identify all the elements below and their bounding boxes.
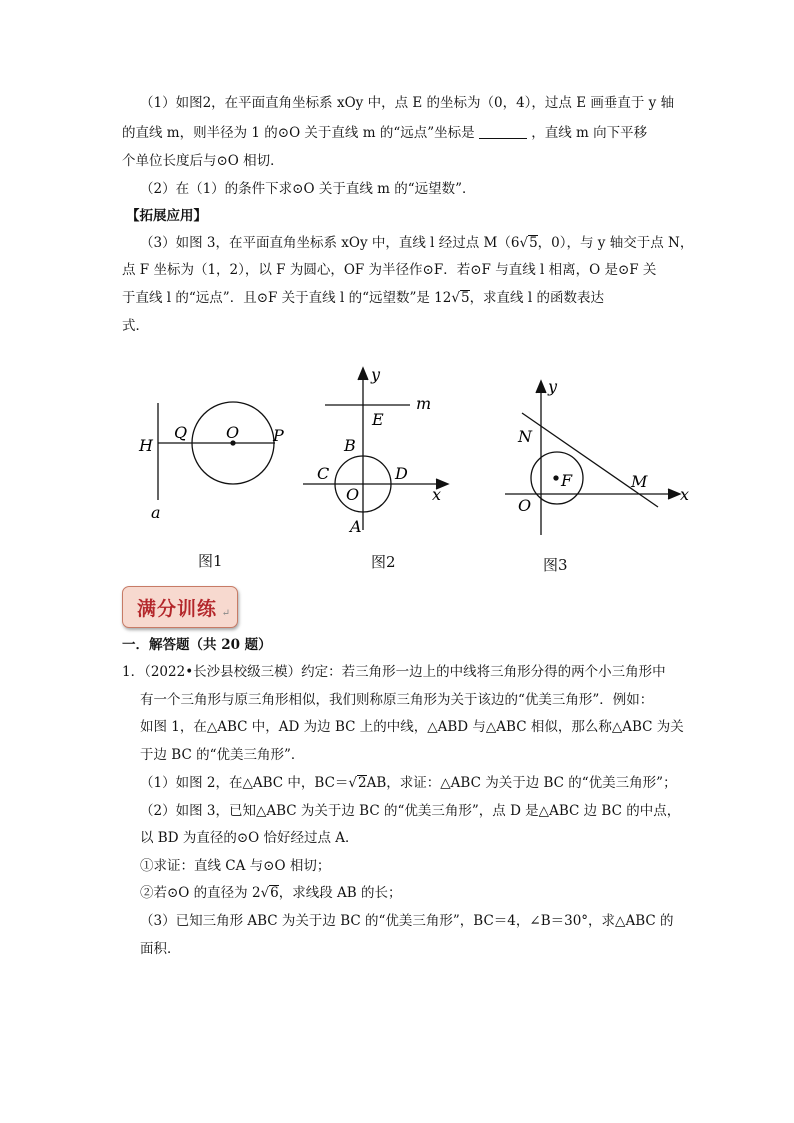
q3-line-3-text-end: ，求直线 l 的函数表达 [469,290,604,306]
sqrt-radicand: 5 [529,235,538,251]
q3-line-3-text: 于直线 l 的“远点”．且⊙F 关于直线 l 的“远望数”是 12 [122,290,452,306]
p1-line-9-text: ②若⊙O 的直径为 2 [140,885,261,901]
line-l [522,413,658,507]
section-tag [122,586,238,628]
q3-line-1: （3）如图 3，在平面直角坐标系 xOy 中，直线 l 经过点 M（6√5，0），与 y 轴交于点 N， [140,235,694,251]
label-P: P [273,426,284,445]
p1-line-11: 面积． [140,941,181,957]
sqrt-radicand: 5 [460,290,470,306]
p1-line-5: （1）如图 2，在△ABC 中，BC＝√2AB，求证：△ABC 为关于边 BC 的“优美三角形”； [140,775,677,791]
q1-line-2-text: 的直线 m，则半径为 1 的⊙O 关于直线 m 的“远点”坐标是 [122,125,475,141]
label-O3: O [518,496,532,515]
sqrt-radicand: 6 [270,885,279,901]
label-x2: x [432,485,442,504]
x-arrow-icon-3 [668,489,680,499]
q3-line-4: 式． [122,318,149,334]
caption-fig1: 图1 [198,552,223,570]
p1-line-9: ②若⊙O 的直径为 2√6，求线段 AB 的长； [140,885,402,901]
q3-line-2: 点 F 坐标为（1，2），以 F 为圆心，OF 为半径作⊙F．若⊙F 与直线 l 相离，O 是⊙F 关 [122,262,657,278]
sqrt-radicand: 2 [358,775,367,791]
section-heading: 一．解答题（共 20 题） [122,637,272,653]
figures-svg [0,360,794,550]
label-F: F [561,471,573,490]
p1-line-9-text-end: ，求线段 AB 的长； [278,885,402,901]
label-O2: O [346,485,360,504]
p1-line-6: （2）如图 3，已知△ABC 为关于边 BC 的“优美三角形”，点 D 是△ABC 边 BC 的中点， [140,803,681,819]
label-A: A [350,517,362,536]
label-B: B [344,436,356,455]
p1-line-5-text-end: AB，求证：△ABC 为关于边 BC 的“优美三角形”； [366,775,677,791]
p1-line-2: 有一个三角形与原三角形相似，我们则称原三角形为关于该边的“优美三角形”．例如： [140,692,654,708]
label-m: m [416,394,432,413]
y-arrow-icon-3 [536,381,546,393]
label-H: H [139,436,153,455]
extension-title: 【拓展应用】 [126,208,207,224]
q3-line-1-text: （3）如图 3，在平面直角坐标系 xOy 中，直线 l 经过点 M（6 [140,235,520,251]
y-arrow-icon [358,368,368,380]
caption-fig3: 图3 [543,556,568,574]
section-tag-label: 满分训练 [137,598,218,620]
center-f-dot [554,476,558,480]
label-y3: y [548,377,558,396]
p1-line-4: 于边 BC 的“优美三角形”． [140,747,305,763]
figure-2 [303,368,448,530]
label-Q: Q [174,423,188,442]
label-C: C [317,464,330,483]
p1-line-3: 如图 1，在△ABC 中，AD 为边 BC 上的中线，△ABD 与△ABC 相似，那么称△ABC 为关 [140,719,684,735]
label-y2: y [371,365,381,384]
p1-line-10: （3）已知三角形 ABC 为关于边 BC 的“优美三角形”，BC＝4，∠B＝30°，求△ABC 的 [140,913,674,929]
p1-line-8: ①求证：直线 CA 与⊙O 相切； [140,858,331,874]
q3-line-1-text-end: ，0），与 y 轴交于点 N， [537,235,694,251]
q1-line-2 [122,123,647,143]
answer-blank[interactable] [479,124,527,139]
label-O: O [226,423,240,442]
p1-line-7: 以 BD 为直径的⊙O 恰好经过点 A． [140,830,359,846]
label-a: a [151,503,161,522]
return-mark-icon: ↵ [221,608,230,619]
q2-line: （2）在（1）的条件下求⊙O 关于直线 m 的“远望数”． [140,181,476,197]
q3-line-3: 于直线 l 的“远点”．且⊙F 关于直线 l 的“远望数”是 12√5，求直线 l 的函数表达 [122,290,604,306]
figure-1 [158,402,275,500]
label-M: M [631,472,648,491]
caption-fig2: 图2 [371,553,396,571]
figure-3 [505,381,680,535]
q1-line-2-text-end: ，直线 m 向下平移 [531,125,648,141]
label-N: N [518,427,532,446]
p1-line-1: 1．（2022•长沙县校级三模）约定：若三角形一边上的中线将三角形分得的两个小三角形中 [122,664,666,680]
q1-line-1: （1）如图2，在平面直角坐标系 xOy 中，点 E 的坐标为（0，4），过点 E 画垂直于 y 轴 [140,95,675,111]
q1-line-3: 个单位长度后与⊙O 相切． [122,153,284,169]
label-D: D [395,464,408,483]
label-x3: x [680,485,690,504]
label-E: E [372,410,384,429]
p1-line-5-text: （1）如图 2，在△ABC 中，BC＝ [140,775,349,791]
